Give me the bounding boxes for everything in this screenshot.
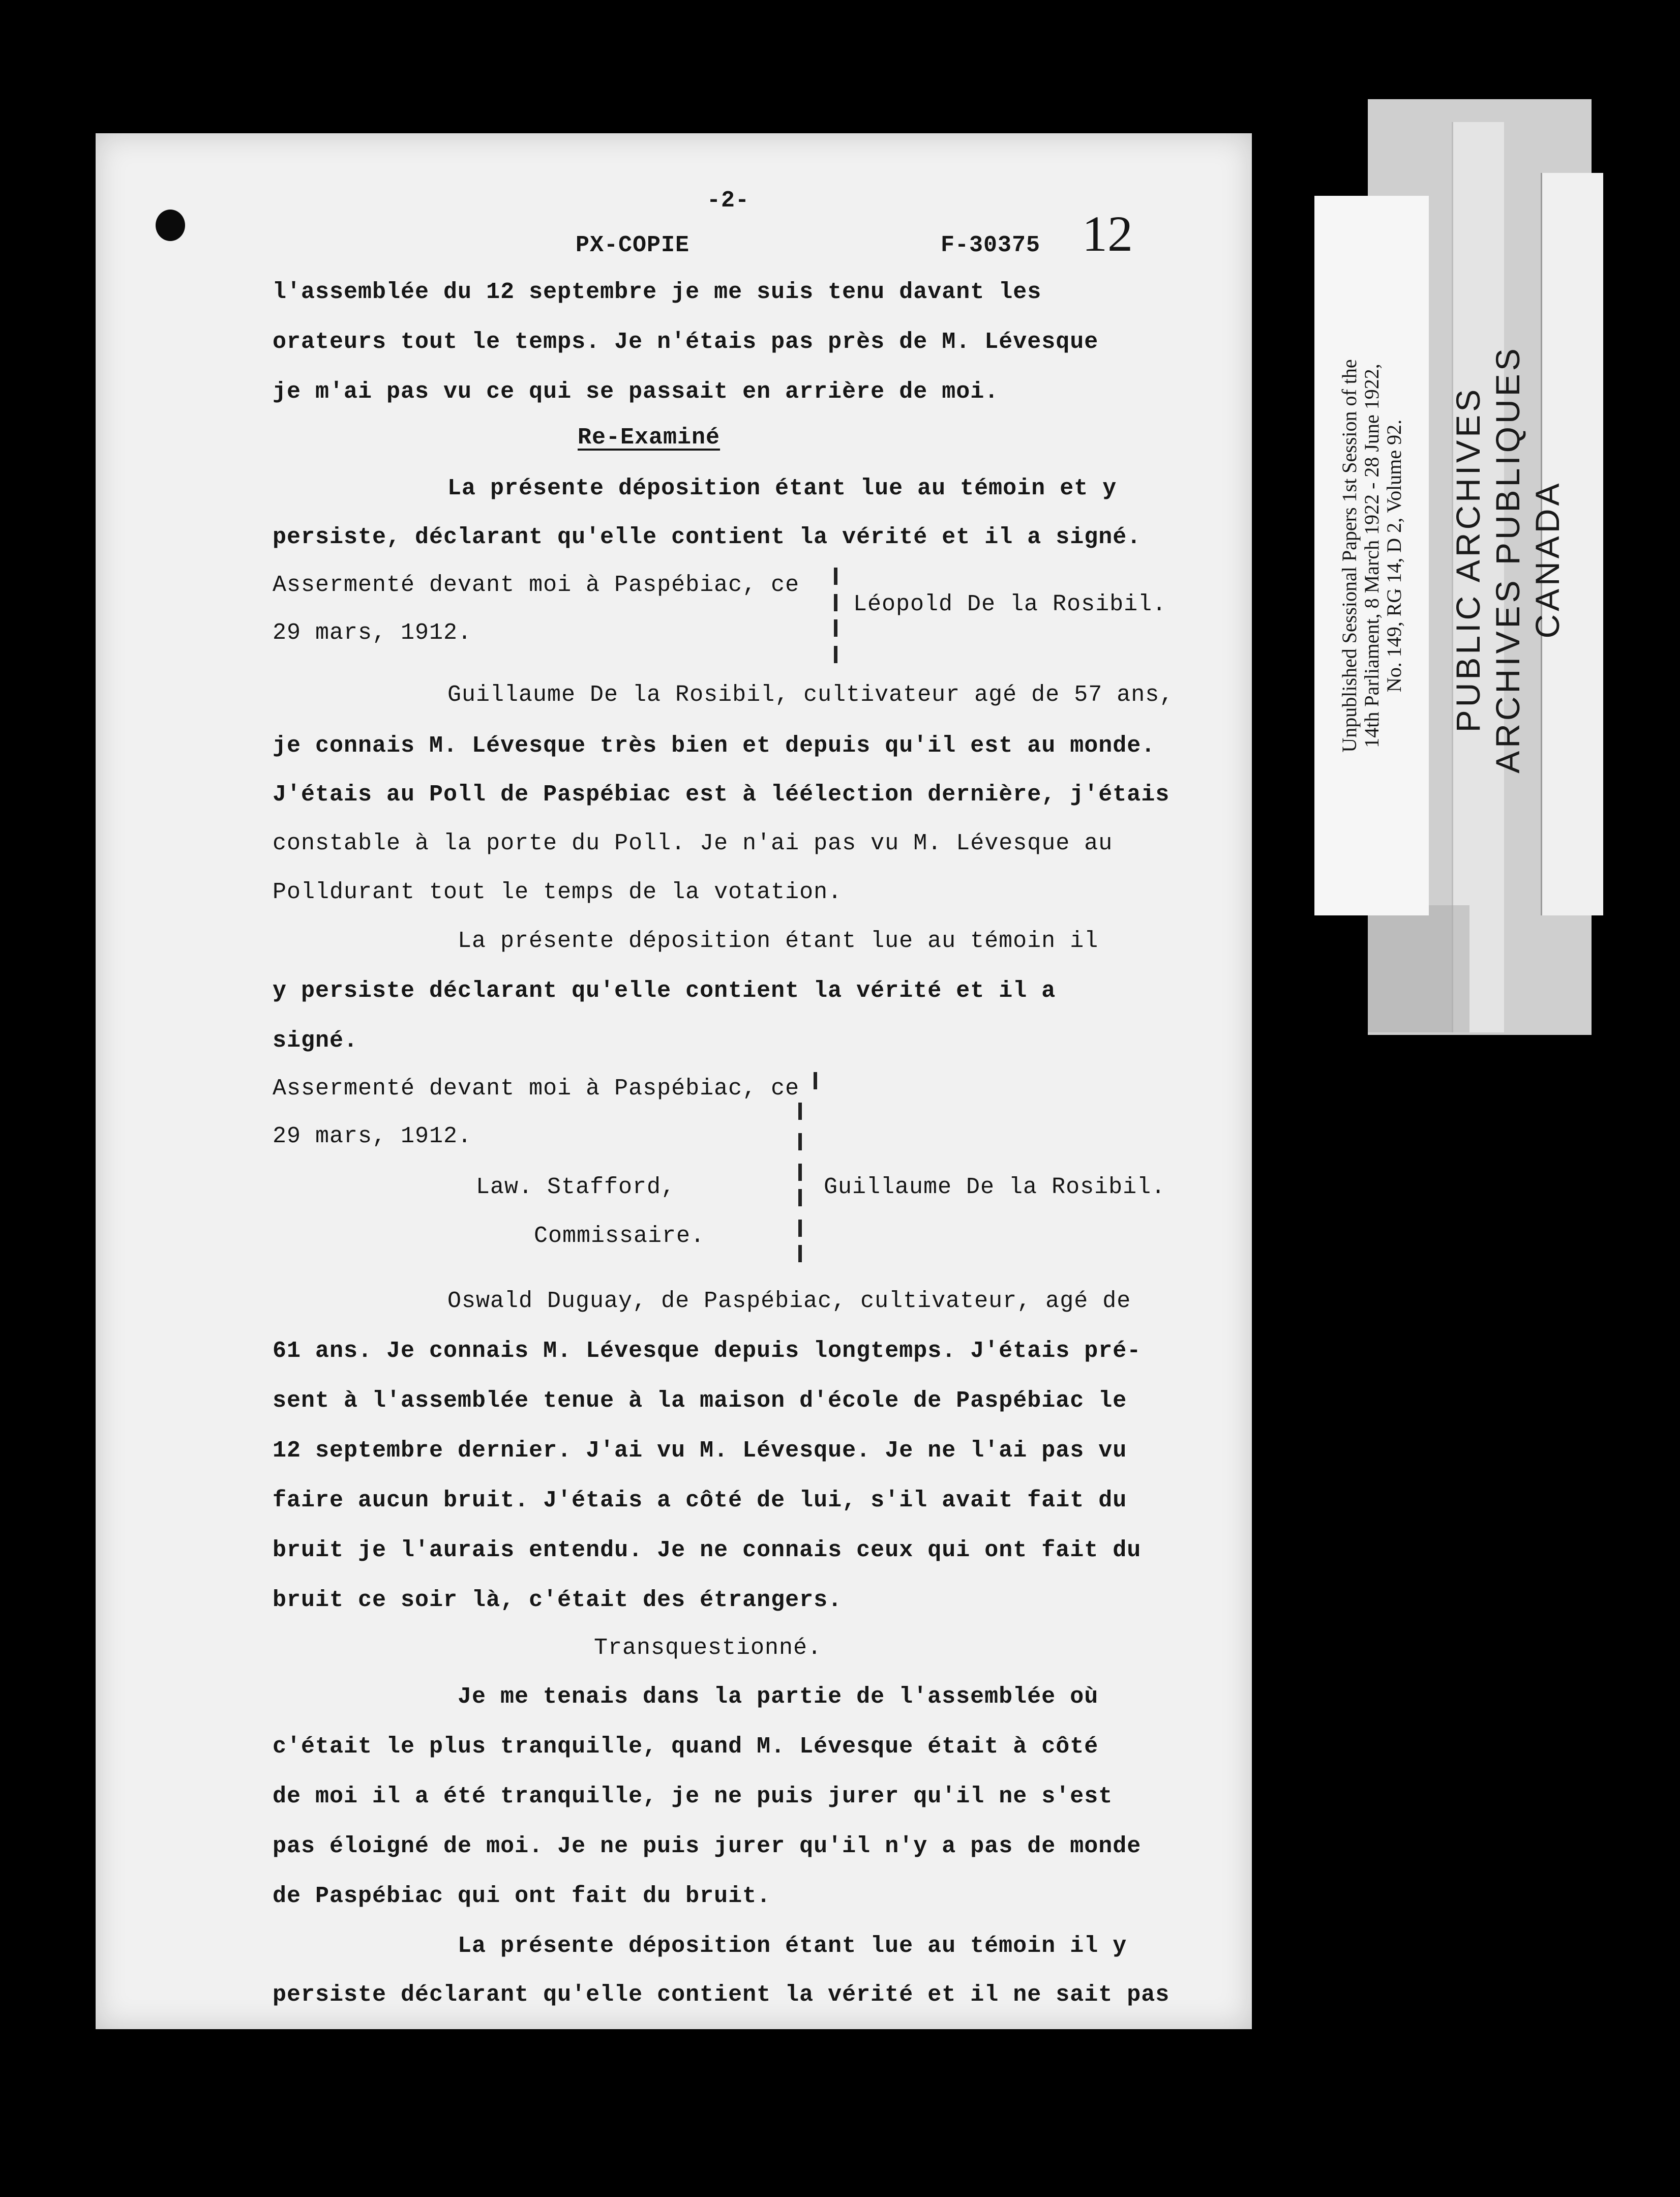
commissioner-name: Law. Stafford, [476, 1174, 676, 1200]
text-line: signé. [273, 1028, 358, 1054]
text-line: persiste, déclarant qu'elle contient la vérité et il a signé. [273, 524, 1142, 550]
bracket-mark [798, 1103, 802, 1120]
bracket-mark [834, 646, 837, 663]
text-line: constable à la porte du Poll. Je n'ai pas vu M. Lévesque au [273, 830, 1113, 856]
text-line: persiste déclarant qu'elle contient la vérité et il ne sait pas [273, 1982, 1170, 2008]
bracket-mark [798, 1164, 802, 1181]
text-line: Polldurant tout le temps de la votation. [273, 879, 843, 905]
bracket-mark [834, 619, 837, 637]
bracket-mark [798, 1189, 802, 1206]
text-line: Assermenté devant moi à Paspébiac, ce [273, 572, 800, 598]
text-line: La présente déposition étant lue au témoin il [458, 928, 1099, 954]
text-line: bruit je l'aurais entendu. Je ne connais ceux qui ont fait du [273, 1537, 1142, 1563]
copy-label: PX-COPIE [576, 232, 690, 258]
handwritten-page-number: 12 [1082, 205, 1133, 262]
bracket-mark [798, 1245, 802, 1262]
text-line: Guillaume De la Rosibil, cultivateur agé de 57 ans, [447, 682, 1174, 708]
bracket-mark [834, 568, 837, 585]
text-line: faire aucun bruit. J'étais a côté de lui, s'il avait fait du [273, 1488, 1127, 1513]
text-line: c'était le plus tranquille, quand M. Lévesque était à côté [273, 1734, 1099, 1760]
text-line: de moi il a été tranquille, je ne puis jurer qu'il ne s'est [273, 1784, 1113, 1809]
text-line: y persiste déclarant qu'elle contient la vérité et il a [273, 978, 1056, 1004]
text-line: La présente déposition étant lue au témoin et y [447, 476, 1117, 501]
punch-hole [156, 210, 185, 241]
public-archives-stamp-text: PUBLIC ARCHIVES ARCHIVES PUBLIQUES CANADA [1449, 345, 1566, 774]
text-line: sent à l'assemblée tenue à la maison d'école de Paspébiac le [273, 1388, 1127, 1414]
commissioner-title: Commissaire. [534, 1223, 705, 1249]
text-line: je m'ai pas vu ce qui se passait en arrière de moi. [273, 379, 999, 405]
text-line: J'étais au Poll de Paspébiac est à léélection dernière, j'étais [273, 782, 1170, 808]
text-line: pas éloigné de moi. Je ne puis jurer qu'il n'y a pas de monde [273, 1833, 1142, 1859]
bracket-mark [798, 1220, 802, 1237]
bracket-mark [834, 594, 837, 611]
text-line: je connais M. Lévesque très bien et depuis qu'il est au monde. [273, 733, 1156, 759]
text-line: 29 mars, 1912. [273, 620, 472, 646]
section-heading: Re-Examiné [578, 425, 721, 451]
public-archives-stamp [1419, 203, 1597, 915]
text-line: 12 septembre dernier. J'ai vu M. Lévesque. Je ne l'ai pas vu [273, 1438, 1127, 1464]
archive-folder-smudge [1368, 905, 1469, 1032]
text-line: bruit ce soir là, c'était des étrangers. [273, 1587, 843, 1613]
text-line: 61 ans. Je connais M. Lévesque depuis longtemps. J'étais pré- [273, 1338, 1142, 1364]
signature-guillaume: Guillaume De la Rosibil. [824, 1174, 1166, 1200]
archive-reference-text: Unpublished Sessional Papers 1st Session of the 14th Parliament, 8 March 1922 - 28 June 1922, No. 149, RG 14, D 2, Volume 92. [1337, 359, 1405, 753]
bracket-mark [798, 1133, 802, 1150]
text-line: de Paspébiac qui ont fait du bruit. [273, 1883, 771, 1909]
signature-leopold: Léopold De la Rosibil. [853, 591, 1167, 617]
text-line: Assermenté devant moi à Paspébiac, ce [273, 1076, 800, 1102]
text-line: La présente déposition étant lue au témoin il y [458, 1933, 1127, 1959]
file-reference: F-30375 [941, 232, 1041, 258]
text-line: l'assemblée du 12 septembre je me suis tenu davant les [273, 279, 1042, 305]
text-line: orateurs tout le temps. Je n'étais pas près de M. Lévesque [273, 329, 1099, 355]
text-line: Oswald Duguay, de Paspébiac, cultivateur, agé de [447, 1288, 1131, 1314]
bracket-mark [814, 1072, 817, 1089]
archive-reference-label [1314, 196, 1429, 915]
section-heading: Transquestionné. [594, 1635, 822, 1661]
page-number: -2- [707, 188, 750, 214]
text-line: 29 mars, 1912. [273, 1123, 472, 1149]
text-line: Je me tenais dans la partie de l'assemblée où [458, 1684, 1099, 1710]
document-page [96, 133, 1252, 2029]
